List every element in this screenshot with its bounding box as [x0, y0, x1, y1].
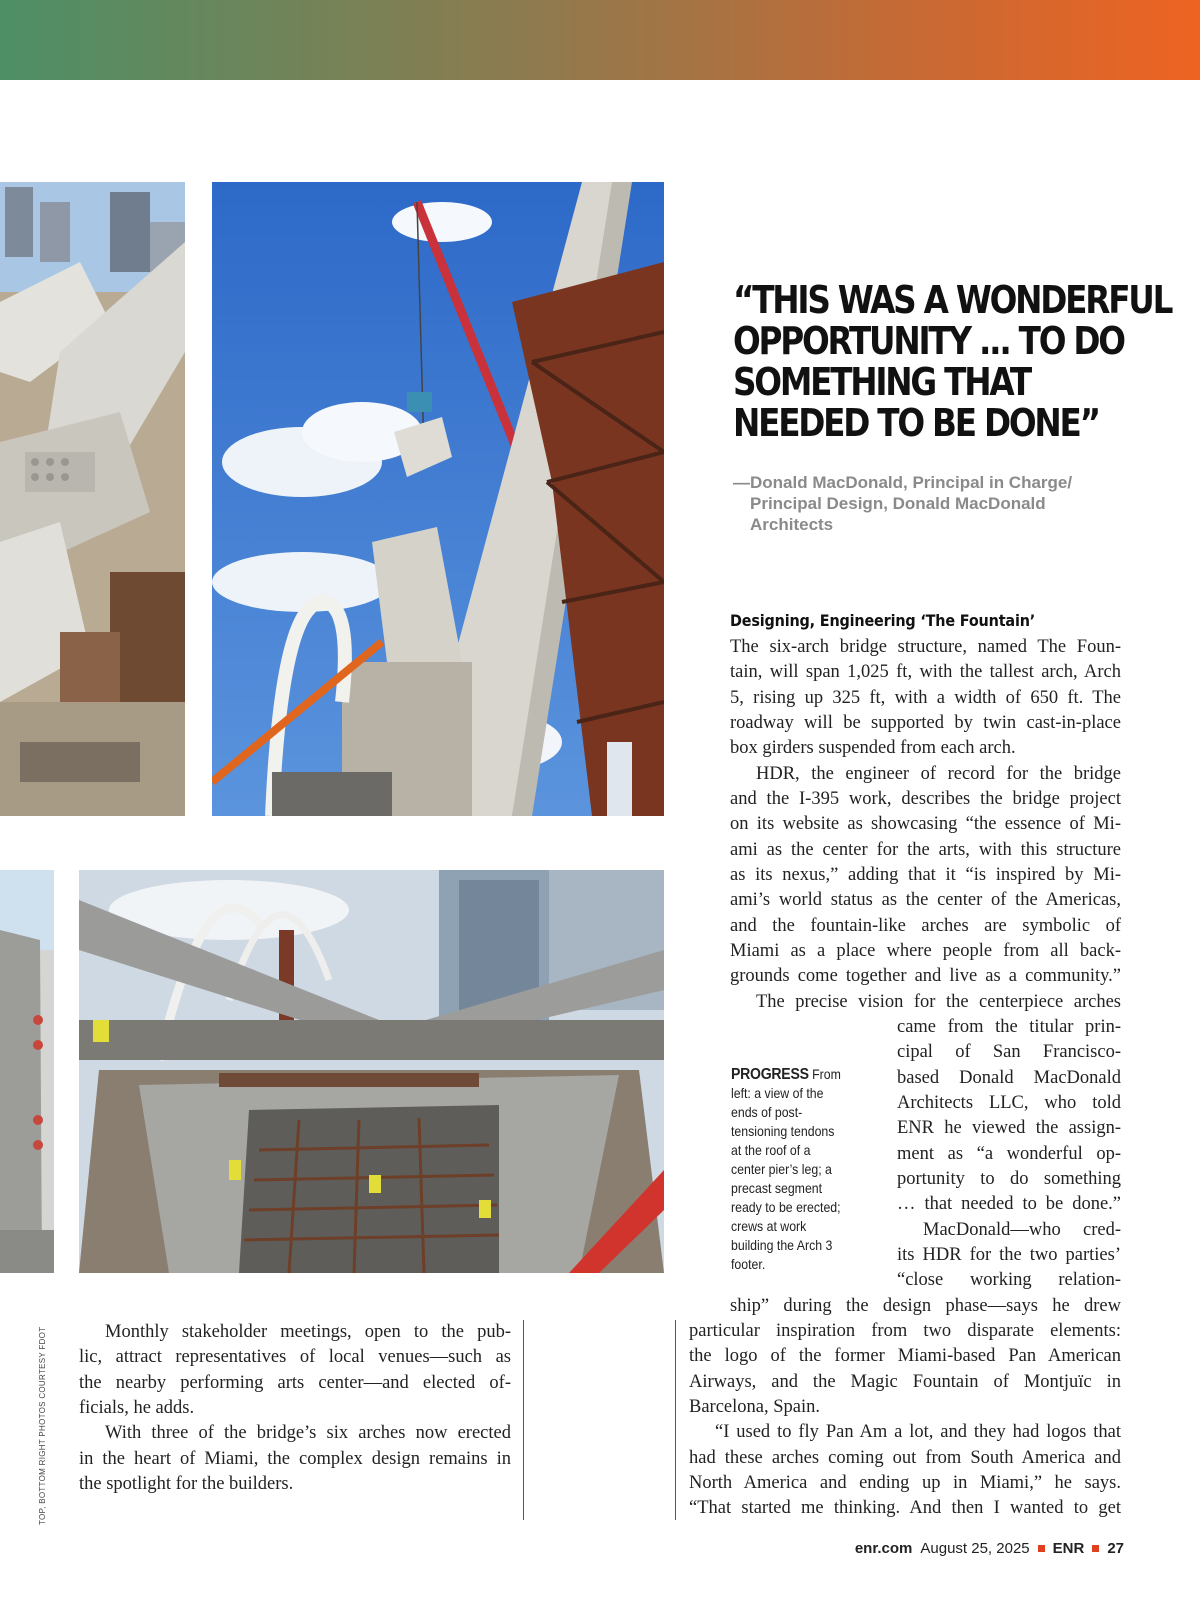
right-column-bottom — [689, 1319, 1121, 1522]
caption-first-line — [731, 1065, 845, 1084]
body-line: 5, rising up 325 ft, with a width of 650 ft. The — [730, 687, 1121, 708]
right-column-narrow — [897, 1015, 1121, 1294]
body-line: “That started me thinking. And then I wanted to get — [689, 1498, 1121, 1519]
body-line: particular inspiration from two disparate elements: — [689, 1321, 1121, 1341]
pull-quote-attribution — [733, 472, 1093, 535]
left-column — [79, 1320, 511, 1497]
body-line: as its nexus,” adding that it “is inspired by Mi- — [730, 865, 1121, 886]
body-line: The precise vision for the centerpiece arches — [756, 991, 1121, 1012]
body-line: Architects LLC, who told — [897, 1093, 1121, 1114]
caption-line: building the Arch 3 — [731, 1237, 833, 1253]
body-line: grounds come together and live as a community.” — [730, 966, 1121, 987]
body-line: the logo of the former Miami-based Pan American — [689, 1346, 1121, 1367]
body-line: With three of the bridge’s six arches now erected — [105, 1423, 511, 1444]
photo-caption — [731, 1065, 845, 1274]
body-line: roadway will be supported by twin cast-in-place — [730, 713, 1121, 734]
caption-line: ends of post- — [731, 1104, 803, 1120]
caption-line: ready to be erected; — [731, 1199, 841, 1215]
body-line: in the heart of Miami, the complex design remains in — [79, 1448, 511, 1469]
pull-quote-line: OPPORTUNITY ... TO DO — [733, 319, 1124, 363]
pull-quote-line: SOMETHING THAT — [733, 360, 1030, 404]
body-line: had these arches coming out from South America and — [689, 1447, 1121, 1468]
body-line: lic, attract representatives of local venues—such as — [79, 1347, 511, 1368]
footer-site: enr.com — [854, 1540, 913, 1557]
body-line: on its website as showcasing “the essence of Mi- — [730, 814, 1121, 835]
body-line: Miami as a place where people from all back- — [730, 941, 1121, 962]
pull-quote-line: “THIS WAS A WONDERFUL — [733, 278, 1172, 322]
body-line: Monthly stakeholder meetings, open to the pub- — [105, 1322, 511, 1342]
body-line: The six-arch bridge structure, named The Foun- — [730, 637, 1121, 657]
body-line: … that needed to be done.” — [897, 1194, 1121, 1215]
body-line: ship” during the design phase—says he drew — [730, 1296, 1121, 1316]
arch-3-footer-crew-photo — [79, 870, 664, 1273]
pull-quote-line: NEEDED TO BE DONE” — [733, 401, 1099, 445]
body-line: its HDR for the two parties’ — [897, 1245, 1121, 1266]
precast-segment-crane-photo — [212, 182, 664, 816]
caption-line: left: a view of the — [731, 1085, 824, 1101]
caption-line: center pier’s leg; a — [731, 1161, 832, 1177]
pull-quote — [733, 278, 1172, 445]
caption-line: tensioning tendons — [731, 1123, 835, 1139]
body-line: “close working relation- — [897, 1270, 1121, 1291]
section-heading: Designing, Engineering ‘The Fountain’ — [730, 611, 1036, 630]
footer-date: August 25, 2025 — [920, 1540, 1030, 1557]
precast-segment-photo-edge — [0, 870, 54, 1273]
column-divider — [675, 1320, 676, 1520]
body-line: MacDonald—who cred- — [923, 1219, 1121, 1240]
footer-separator — [1038, 1545, 1045, 1552]
column-divider — [523, 1320, 524, 1520]
body-line: Barcelona, Spain. — [689, 1397, 820, 1418]
body-line: Airways, and the Magic Fountain of Montjuïc in — [689, 1371, 1121, 1392]
body-line: ment as “a wonderful op- — [897, 1143, 1121, 1164]
body-line: and the fountain-like arches are symbolic of — [730, 915, 1121, 936]
attribution-line: Principal Design, Donald MacDonald — [750, 494, 1046, 513]
tendon-ends-photo — [0, 182, 185, 816]
body-line: based Donald MacDonald — [897, 1067, 1121, 1088]
body-line: “I used to fly Pan Am a lot, and they had logos that — [715, 1422, 1121, 1443]
photo-credit: TOP, BOTTOM RIGHT PHOTOS COURTESY FDOT — [38, 1326, 47, 1525]
body-line: box girders suspended from each arch. — [730, 738, 1016, 759]
body-line: tain, will span 1,025 ft, with the tallest arch, Arch — [730, 662, 1121, 683]
body-line: the nearby performing arts center—and elected of- — [79, 1372, 511, 1393]
body-line: North America and ending up in Miami,” he says. — [689, 1473, 1121, 1494]
body-line: ami’s world status as the center of the Americas, — [730, 890, 1121, 911]
body-line: ficials, he adds. — [79, 1398, 195, 1419]
caption-line: footer. — [731, 1256, 766, 1272]
page-footer — [855, 1540, 1124, 1557]
body-line: came from the titular prin- — [897, 1017, 1121, 1037]
attribution-line: Architects — [750, 515, 834, 534]
caption-line: precast segment — [731, 1180, 823, 1196]
body-line: the spotlight for the builders. — [79, 1474, 294, 1495]
right-column-continuation — [730, 1294, 1121, 1319]
body-line: ENR he viewed the assign- — [897, 1118, 1121, 1139]
caption-line: crews at work — [731, 1218, 807, 1234]
footer-separator — [1092, 1545, 1099, 1552]
caption-label: PROGRESS — [731, 1066, 809, 1083]
caption-line: at the roof of a — [731, 1142, 811, 1158]
top-color-band — [0, 0, 1200, 80]
caption-text: From — [812, 1066, 841, 1082]
page-number: 27 — [1107, 1540, 1124, 1557]
body-line: ami as the center for the arts, with this structure — [730, 839, 1121, 860]
right-column-top — [730, 635, 1121, 1015]
body-line: cipal of San Francisco- — [897, 1042, 1121, 1063]
body-line: HDR, the engineer of record for the bridge — [756, 763, 1121, 784]
attribution-line: —Donald MacDonald, Principal in Charge/ — [733, 473, 1073, 492]
body-line: portunity to do something — [897, 1169, 1121, 1190]
footer-brand: ENR — [1052, 1540, 1085, 1557]
body-line: and the I-395 work, describes the bridge project — [730, 789, 1121, 810]
